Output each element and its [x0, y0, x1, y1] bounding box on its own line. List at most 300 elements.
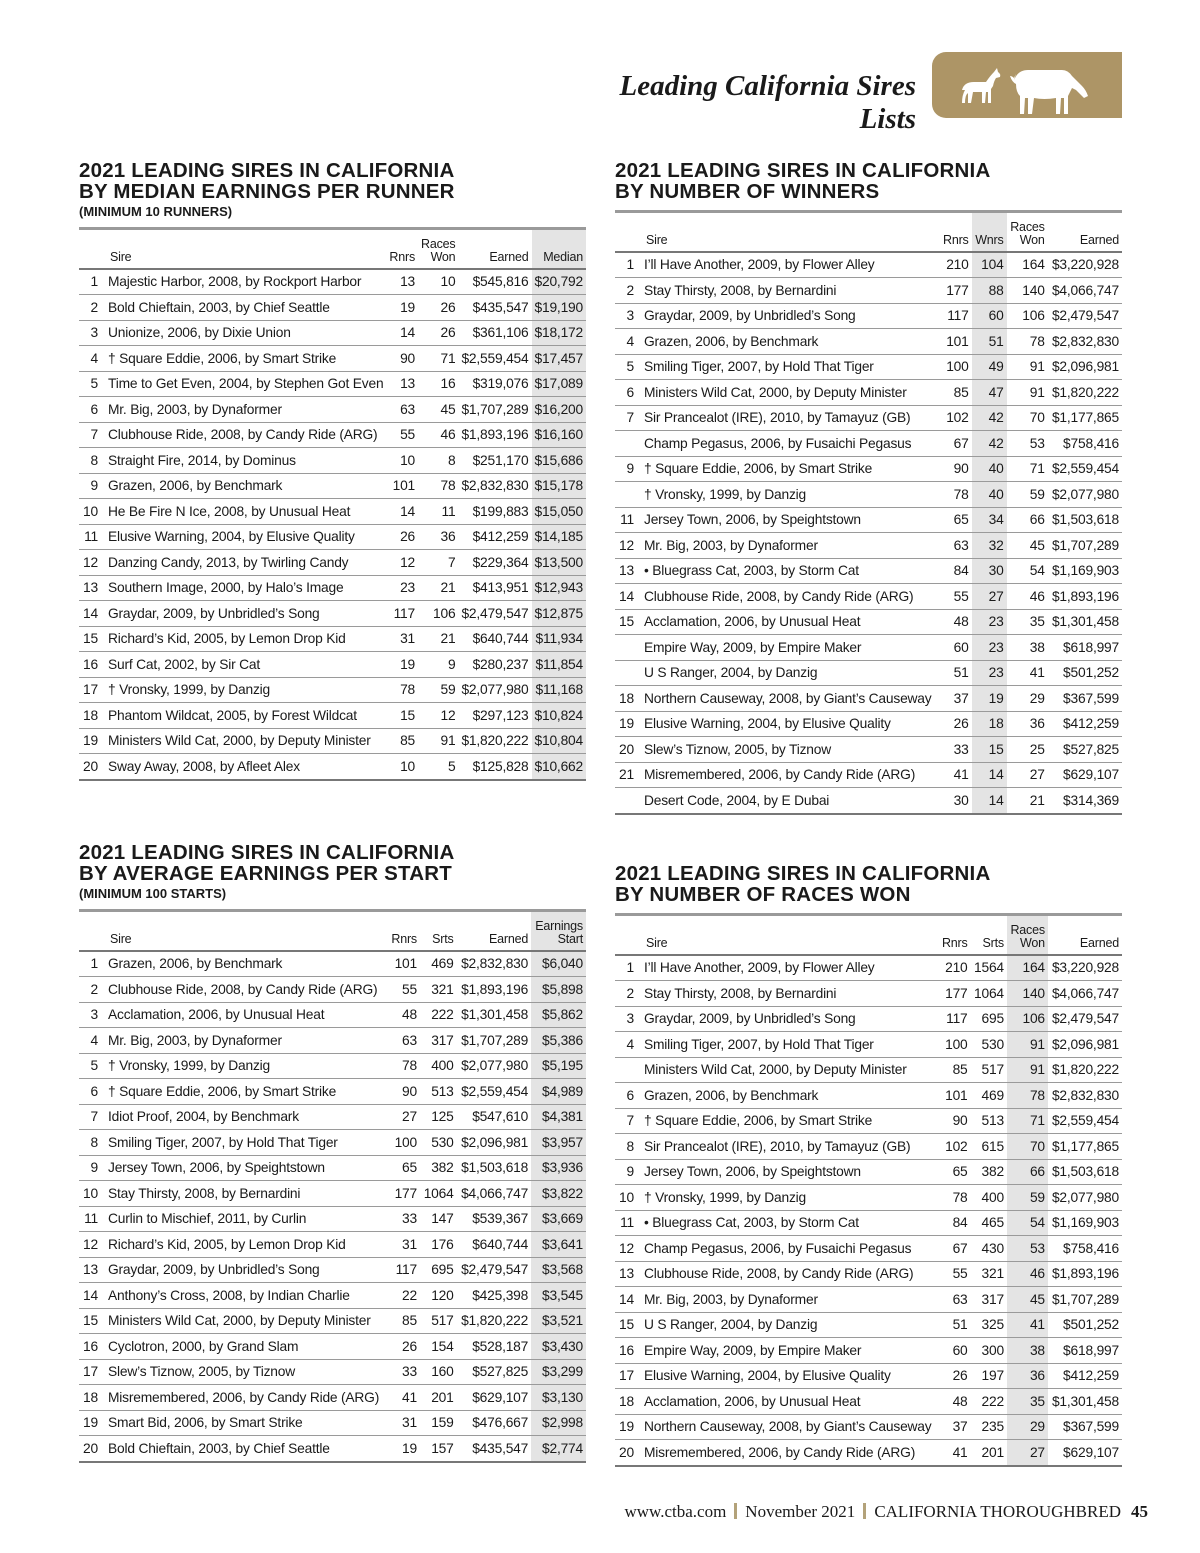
- value-cell: 513: [420, 1079, 457, 1105]
- rank-cell: 5: [79, 1053, 102, 1079]
- rank-cell: 14: [615, 1287, 638, 1313]
- value-cell: 159: [420, 1410, 457, 1436]
- table-row: [79, 448, 586, 474]
- value-cell: $435,547: [458, 295, 531, 321]
- value-cell: $2,774: [531, 1436, 586, 1462]
- value-cell: $413,951: [458, 575, 531, 601]
- value-cell: 37: [939, 686, 971, 712]
- rank-cell: 13: [615, 1261, 638, 1287]
- sire-cell: Mr. Big, 2003, by Dynaformer: [102, 397, 386, 423]
- value-cell: $501,252: [1048, 660, 1122, 686]
- value-cell: 78: [418, 473, 458, 499]
- value-cell: $297,123: [458, 703, 531, 729]
- value-cell: 117: [386, 601, 418, 627]
- value-cell: 101: [939, 1083, 971, 1109]
- value-cell: $2,559,454: [458, 346, 531, 372]
- value-cell: $11,934: [532, 626, 586, 652]
- value-cell: 90: [939, 456, 971, 482]
- table-row: [615, 354, 1122, 380]
- value-cell: $527,825: [457, 1359, 532, 1385]
- table-row: [79, 575, 586, 601]
- value-cell: $367,599: [1048, 1414, 1122, 1440]
- value-cell: $10,824: [532, 703, 586, 729]
- table-row: [79, 1206, 586, 1232]
- sire-cell: Time to Get Even, 2004, by Stephen Got Even: [102, 371, 386, 397]
- rank-cell: [615, 660, 638, 686]
- sire-cell: Stay Thirsty, 2008, by Bernardini: [638, 981, 939, 1007]
- sire-cell: Curlin to Mischief, 2011, by Curlin: [102, 1206, 388, 1232]
- value-cell: 325: [971, 1312, 1007, 1338]
- value-cell: 513: [971, 1108, 1007, 1134]
- value-cell: $476,667: [457, 1410, 532, 1436]
- value-cell: 47: [972, 380, 1007, 406]
- sire-cell: Slew’s Tiznow, 2005, by Tiznow: [638, 737, 939, 763]
- value-cell: 12: [418, 703, 458, 729]
- section-title: BY MEDIAN EARNINGS PER RUNNER: [79, 180, 455, 203]
- value-cell: $528,187: [457, 1334, 532, 1360]
- sire-cell: Northern Causeway, 2008, by Giant’s Causeway: [638, 686, 939, 712]
- rank-cell: [615, 1057, 638, 1083]
- value-cell: 55: [939, 584, 971, 610]
- rank-cell: 6: [79, 397, 102, 423]
- value-cell: $3,568: [531, 1257, 586, 1283]
- sire-cell: † Square Eddie, 2006, by Smart Strike: [638, 456, 939, 482]
- value-cell: 84: [939, 558, 971, 584]
- rank-cell: 15: [79, 626, 102, 652]
- value-cell: 91: [418, 728, 458, 754]
- value-cell: $1,893,196: [1048, 1261, 1122, 1287]
- rank-cell: [615, 431, 638, 457]
- table-row: [79, 473, 586, 499]
- rank-cell: 9: [615, 1159, 638, 1185]
- table-row: [615, 1312, 1122, 1338]
- value-cell: 26: [939, 1363, 971, 1389]
- value-cell: $425,398: [457, 1283, 532, 1309]
- sire-cell: Sir Prancealot (IRE), 2010, by Tamayuz (GB): [638, 405, 939, 431]
- value-cell: 154: [420, 1334, 457, 1360]
- section-title: 2021 LEADING SIRES IN CALIFORNIA: [615, 159, 991, 182]
- col-races-won: Races Won: [421, 236, 456, 264]
- sire-cell: Bold Chieftain, 2003, by Chief Seattle: [102, 295, 386, 321]
- value-cell: $412,259: [1048, 1363, 1122, 1389]
- value-cell: 21: [418, 626, 458, 652]
- value-cell: 201: [420, 1385, 457, 1411]
- value-cell: 49: [972, 354, 1007, 380]
- table-row: [79, 626, 586, 652]
- sire-cell: Mr. Big, 2003, by Dynaformer: [638, 533, 939, 559]
- value-cell: 100: [939, 1032, 971, 1058]
- sire-cell: Misremembered, 2006, by Candy Ride (ARG): [638, 1440, 939, 1466]
- value-cell: 101: [939, 329, 971, 355]
- value-cell: 29: [1007, 686, 1048, 712]
- value-cell: 1064: [420, 1181, 457, 1207]
- value-cell: 321: [971, 1261, 1007, 1287]
- sire-cell: • Bluegrass Cat, 2003, by Storm Cat: [638, 558, 939, 584]
- value-cell: $2,559,454: [1048, 1108, 1122, 1134]
- sire-cell: Smiling Tiger, 2007, by Hold That Tiger: [638, 1032, 939, 1058]
- value-cell: $2,077,980: [457, 1053, 532, 1079]
- rank-cell: 16: [79, 1334, 102, 1360]
- sire-cell: U S Ranger, 2004, by Danzig: [638, 660, 939, 686]
- value-cell: 164: [1007, 955, 1048, 981]
- rank-cell: 7: [615, 405, 638, 431]
- value-cell: 85: [939, 1057, 971, 1083]
- value-cell: $1,301,458: [1048, 1389, 1122, 1415]
- value-cell: 46: [418, 422, 458, 448]
- value-cell: 45: [1007, 1287, 1048, 1313]
- col-wnrs: Wnrs: [972, 212, 1007, 252]
- value-cell: 37: [939, 1414, 971, 1440]
- value-cell: 317: [420, 1028, 457, 1054]
- table-row: [79, 320, 586, 346]
- sire-cell: Champ Pegasus, 2006, by Fusaichi Pegasus: [638, 431, 939, 457]
- value-cell: 78: [1007, 1083, 1048, 1109]
- value-cell: 10: [386, 754, 418, 780]
- sire-cell: Straight Fire, 2014, by Dominus: [102, 448, 386, 474]
- table-row: [79, 652, 586, 678]
- value-cell: $1,707,289: [1048, 1287, 1122, 1313]
- rank-cell: 3: [615, 1006, 638, 1032]
- table-row: [615, 1414, 1122, 1440]
- value-cell: 400: [420, 1053, 457, 1079]
- rank-cell: 7: [79, 422, 102, 448]
- table-row: [79, 524, 586, 550]
- value-cell: $361,106: [458, 320, 531, 346]
- table-row: [615, 1210, 1122, 1236]
- table-row: [615, 1363, 1122, 1389]
- value-cell: $2,077,980: [1048, 1185, 1122, 1211]
- value-cell: $3,430: [531, 1334, 586, 1360]
- sire-cell: Phantom Wildcat, 2005, by Forest Wildcat: [102, 703, 386, 729]
- value-cell: $2,077,980: [1048, 482, 1122, 508]
- rank-cell: 21: [615, 762, 638, 788]
- value-cell: 27: [972, 584, 1007, 610]
- value-cell: $280,237: [458, 652, 531, 678]
- value-cell: $2,096,981: [1048, 354, 1122, 380]
- rank-cell: 20: [79, 1436, 102, 1462]
- rank-cell: 13: [79, 1257, 102, 1283]
- rank-cell: 10: [615, 1185, 638, 1211]
- value-cell: $2,096,981: [457, 1130, 532, 1156]
- col-rnrs: Rnrs: [389, 249, 416, 264]
- value-cell: 33: [388, 1359, 420, 1385]
- value-cell: 38: [1007, 1338, 1048, 1364]
- value-cell: 469: [971, 1083, 1007, 1109]
- table-row: [79, 550, 586, 576]
- value-cell: 100: [388, 1130, 420, 1156]
- value-cell: $4,381: [531, 1104, 586, 1130]
- sire-cell: Ministers Wild Cat, 2000, by Deputy Minister: [638, 1057, 939, 1083]
- value-cell: $2,077,980: [458, 677, 531, 703]
- sire-cell: Clubhouse Ride, 2008, by Candy Ride (ARG): [638, 1261, 939, 1287]
- value-cell: 222: [971, 1389, 1007, 1415]
- value-cell: $1,893,196: [457, 977, 532, 1003]
- value-cell: 36: [1007, 711, 1048, 737]
- col-earnings-start: Earnings Start: [531, 911, 586, 951]
- value-cell: 67: [939, 1236, 971, 1262]
- rank-cell: [615, 788, 638, 814]
- value-cell: 120: [420, 1283, 457, 1309]
- value-cell: 60: [939, 635, 971, 661]
- value-cell: 55: [386, 422, 418, 448]
- value-cell: 5: [418, 754, 458, 780]
- rank-cell: 20: [615, 737, 638, 763]
- value-cell: 78: [1007, 329, 1048, 355]
- table-row: [615, 252, 1122, 278]
- table-row: [615, 788, 1122, 814]
- value-cell: 32: [972, 533, 1007, 559]
- value-cell: $16,200: [532, 397, 586, 423]
- value-cell: $11,168: [532, 677, 586, 703]
- table-row: [79, 1283, 586, 1309]
- col-srts: Srts: [432, 931, 454, 946]
- value-cell: 164: [1007, 252, 1048, 278]
- sire-cell: † Square Eddie, 2006, by Smart Strike: [102, 1079, 388, 1105]
- value-cell: 106: [1007, 1006, 1048, 1032]
- value-cell: 22: [388, 1283, 420, 1309]
- page-number: 45: [1131, 1502, 1148, 1521]
- value-cell: $6,040: [531, 951, 586, 977]
- sire-cell: Acclamation, 2006, by Unusual Heat: [638, 609, 939, 635]
- col-median: Median: [532, 229, 586, 269]
- table-row: [615, 1185, 1122, 1211]
- value-cell: 70: [1007, 405, 1048, 431]
- value-cell: 45: [418, 397, 458, 423]
- value-cell: 85: [388, 1308, 420, 1334]
- sire-cell: Graydar, 2009, by Unbridled’s Song: [638, 303, 939, 329]
- rank-cell: 6: [615, 1083, 638, 1109]
- value-cell: 530: [420, 1130, 457, 1156]
- value-cell: 10: [386, 448, 418, 474]
- value-cell: 70: [1007, 1134, 1048, 1160]
- value-cell: 88: [972, 278, 1007, 304]
- value-cell: $367,599: [1048, 686, 1122, 712]
- sire-cell: Acclamation, 2006, by Unusual Heat: [638, 1389, 939, 1415]
- sire-cell: Majestic Harbor, 2008, by Rockport Harbor: [102, 269, 386, 295]
- rank-cell: 5: [615, 354, 638, 380]
- col-races-won: Races Won: [1007, 915, 1048, 955]
- value-cell: 46: [1007, 1261, 1048, 1287]
- table-row: [79, 1359, 586, 1385]
- table-row: [79, 499, 586, 525]
- rank-cell: 10: [79, 499, 102, 525]
- table-row: [79, 951, 586, 977]
- rank-cell: 2: [79, 295, 102, 321]
- value-cell: 26: [418, 320, 458, 346]
- value-cell: 45: [1007, 533, 1048, 559]
- value-cell: 16: [418, 371, 458, 397]
- value-cell: 222: [420, 1002, 457, 1028]
- sire-cell: † Square Eddie, 2006, by Smart Strike: [638, 1108, 939, 1134]
- value-cell: 106: [1007, 303, 1048, 329]
- sire-cell: Stay Thirsty, 2008, by Bernardini: [638, 278, 939, 304]
- rank-cell: 20: [615, 1440, 638, 1466]
- table-row: [615, 1338, 1122, 1364]
- rank-cell: 10: [79, 1181, 102, 1207]
- rank-cell: 2: [615, 278, 638, 304]
- rank-cell: 2: [615, 981, 638, 1007]
- value-cell: $1,707,289: [1048, 533, 1122, 559]
- rank-cell: 3: [79, 1002, 102, 1028]
- value-cell: $199,883: [458, 499, 531, 525]
- value-cell: 14: [972, 788, 1007, 814]
- value-cell: 54: [1007, 1210, 1048, 1236]
- rank-cell: 7: [615, 1108, 638, 1134]
- value-cell: 84: [939, 1210, 971, 1236]
- value-cell: 117: [939, 1006, 971, 1032]
- value-cell: 157: [420, 1436, 457, 1462]
- value-cell: $2,832,830: [1048, 329, 1122, 355]
- section-title: 2021 LEADING SIRES IN CALIFORNIA: [79, 159, 455, 182]
- rank-cell: 11: [79, 524, 102, 550]
- value-cell: 102: [939, 1134, 971, 1160]
- value-cell: 71: [1007, 456, 1048, 482]
- table-row: [615, 981, 1122, 1007]
- table-row: [79, 977, 586, 1003]
- sire-cell: Mr. Big, 2003, by Dynaformer: [638, 1287, 939, 1313]
- rank-cell: 5: [79, 371, 102, 397]
- sire-cell: Jersey Town, 2006, by Speightstown: [638, 507, 939, 533]
- rank-cell: 14: [79, 1283, 102, 1309]
- value-cell: 26: [939, 711, 971, 737]
- table-row: [615, 431, 1122, 457]
- value-cell: 19: [386, 652, 418, 678]
- value-cell: $5,386: [531, 1028, 586, 1054]
- sire-cell: • Bluegrass Cat, 2003, by Storm Cat: [638, 1210, 939, 1236]
- sire-cell: Richard’s Kid, 2005, by Lemon Drop Kid: [102, 1232, 388, 1258]
- value-cell: $4,066,747: [457, 1181, 532, 1207]
- value-cell: $1,169,903: [1048, 558, 1122, 584]
- footer-website: www.ctba.com: [624, 1502, 727, 1521]
- rank-cell: 14: [79, 601, 102, 627]
- value-cell: $2,096,981: [1048, 1032, 1122, 1058]
- value-cell: 517: [420, 1308, 457, 1334]
- section-title: BY NUMBER OF RACES WON: [615, 883, 911, 906]
- value-cell: $14,185: [532, 524, 586, 550]
- value-cell: 63: [939, 533, 971, 559]
- value-cell: 51: [939, 660, 971, 686]
- value-cell: 78: [388, 1053, 420, 1079]
- winners-table: [615, 210, 1122, 815]
- rank-cell: 9: [615, 456, 638, 482]
- value-cell: 34: [972, 507, 1007, 533]
- col-sire: Sire: [110, 931, 132, 946]
- rank-cell: 1: [615, 955, 638, 981]
- value-cell: 65: [939, 1159, 971, 1185]
- value-cell: 160: [420, 1359, 457, 1385]
- sire-cell: † Vronsky, 1999, by Danzig: [102, 1053, 388, 1079]
- value-cell: $229,364: [458, 550, 531, 576]
- value-cell: 91: [1007, 354, 1048, 380]
- value-cell: 23: [972, 660, 1007, 686]
- sire-cell: Desert Code, 2004, by E Dubai: [638, 788, 939, 814]
- value-cell: 210: [939, 252, 971, 278]
- value-cell: 26: [418, 295, 458, 321]
- table-row: [615, 558, 1122, 584]
- rank-cell: 2: [79, 977, 102, 1003]
- value-cell: 21: [418, 575, 458, 601]
- value-cell: 147: [420, 1206, 457, 1232]
- rank-cell: 17: [79, 677, 102, 703]
- value-cell: 13: [386, 269, 418, 295]
- sire-cell: Clubhouse Ride, 2008, by Candy Ride (ARG): [102, 422, 386, 448]
- value-cell: 71: [1007, 1108, 1048, 1134]
- value-cell: 36: [1007, 1363, 1048, 1389]
- value-cell: 19: [386, 295, 418, 321]
- sire-cell: Jersey Town, 2006, by Speightstown: [638, 1159, 939, 1185]
- rank-cell: 13: [615, 558, 638, 584]
- value-cell: 55: [939, 1261, 971, 1287]
- sire-cell: He Be Fire N Ice, 2008, by Unusual Heat: [102, 499, 386, 525]
- value-cell: $758,416: [1048, 431, 1122, 457]
- value-cell: 382: [420, 1155, 457, 1181]
- value-cell: $1,893,196: [458, 422, 531, 448]
- value-cell: 140: [1007, 981, 1048, 1007]
- sire-cell: † Vronsky, 1999, by Danzig: [638, 1185, 939, 1211]
- sire-cell: Anthony’s Cross, 2008, by Indian Charlie: [102, 1283, 388, 1309]
- table-row: [615, 329, 1122, 355]
- table-row: [79, 1232, 586, 1258]
- value-cell: $5,898: [531, 977, 586, 1003]
- table-row: [79, 422, 586, 448]
- rank-cell: 11: [615, 1210, 638, 1236]
- footer-magazine: CALIFORNIA THOROUGHBRED: [874, 1502, 1121, 1521]
- value-cell: 8: [418, 448, 458, 474]
- value-cell: $5,862: [531, 1002, 586, 1028]
- rank-cell: 6: [79, 1079, 102, 1105]
- value-cell: 42: [972, 431, 1007, 457]
- sire-cell: Surf Cat, 2002, by Sir Cat: [102, 652, 386, 678]
- table-row: [615, 1083, 1122, 1109]
- value-cell: 321: [420, 977, 457, 1003]
- value-cell: 26: [386, 524, 418, 550]
- value-cell: $1,301,458: [1048, 609, 1122, 635]
- value-cell: 31: [386, 626, 418, 652]
- value-cell: 59: [1007, 1185, 1048, 1211]
- value-cell: 41: [939, 1440, 971, 1466]
- value-cell: 615: [971, 1134, 1007, 1160]
- value-cell: $17,089: [532, 371, 586, 397]
- sire-cell: Empire Way, 2009, by Empire Maker: [638, 635, 939, 661]
- rank-cell: 3: [615, 303, 638, 329]
- value-cell: 15: [972, 737, 1007, 763]
- rank-cell: 12: [79, 550, 102, 576]
- value-cell: 41: [388, 1385, 420, 1411]
- sire-cell: Unionize, 2006, by Dixie Union: [102, 320, 386, 346]
- value-cell: 91: [1007, 380, 1048, 406]
- table-row: [615, 762, 1122, 788]
- value-cell: 40: [972, 456, 1007, 482]
- table-row: [79, 677, 586, 703]
- col-rnrs: Rnrs: [941, 935, 968, 950]
- table-row: [615, 1261, 1122, 1287]
- sire-cell: Smart Bid, 2006, by Smart Strike: [102, 1410, 388, 1436]
- rank-cell: 16: [79, 652, 102, 678]
- value-cell: 400: [971, 1185, 1007, 1211]
- col-sire: Sire: [646, 232, 668, 247]
- rank-cell: 12: [79, 1232, 102, 1258]
- value-cell: $2,998: [531, 1410, 586, 1436]
- rank-cell: 18: [79, 703, 102, 729]
- rank-cell: 13: [79, 575, 102, 601]
- rank-cell: 11: [79, 1206, 102, 1232]
- table-row: [615, 1108, 1122, 1134]
- col-earned: Earned: [1079, 935, 1119, 950]
- rank-cell: 15: [615, 1312, 638, 1338]
- rank-cell: 8: [79, 1130, 102, 1156]
- rank-cell: 1: [615, 252, 638, 278]
- value-cell: $2,479,547: [1048, 303, 1122, 329]
